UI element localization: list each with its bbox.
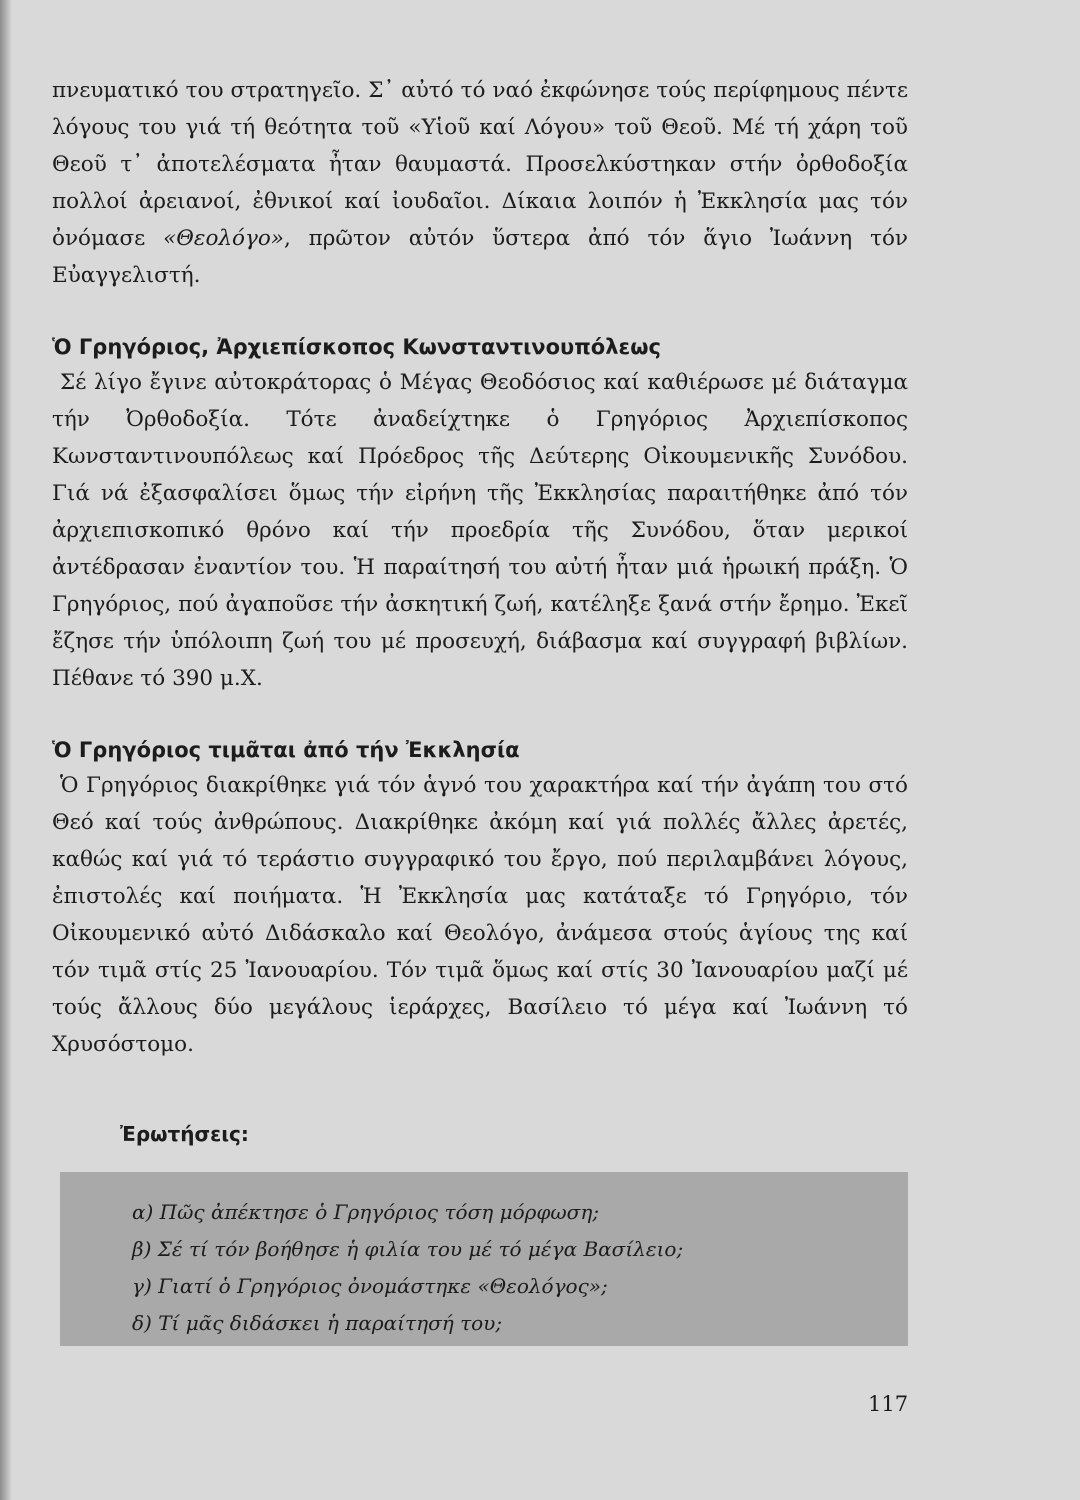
- intro-text-part1: πνευματικό του στρατηγεῖο. Σ᾿ αὐτό τό ναό ἐκφώνησε τούς περίφημους πέντε λόγους του γιά τή θεότητα τοῦ «Υἱοῦ καί Λόγου» τοῦ Θεοῦ. Μέ τή χάρη τοῦ Θεοῦ τ᾿ ἀποτελέσματα ἦταν θαυμαστά. Προσελκύστηκαν στήν ὀρθοδοξία πολλοί ἀρειανοί, ἐθνικοί καί ἰουδαῖοι. Δίκαια λοιπόν ἡ Ἐκκλησία μας τόν ὀνόμασε: [52, 78, 908, 251]
- questions-title: Ἐρωτήσεις:: [120, 1122, 249, 1146]
- question-item: δ) Τί μᾶς διδάσκει ἡ παραίτησή του;: [132, 1311, 503, 1335]
- section-heading-archbishop: Ὁ Γρηγόριος, Ἀρχιεπίσκοπος Κωνσταντινουπόλεως: [52, 335, 661, 359]
- page-body: [52, 72, 908, 1063]
- intro-text-part2: , πρῶτον αὐτόν ὕστερα ἀπό τόν ἅγιο Ἰωάννη τόν Εὐαγγελιστή.: [52, 226, 908, 288]
- page-edge-shadow: [0, 0, 12, 1500]
- question-item: β) Σέ τί τόν βοήθησε ἡ φιλία του μέ τό μέγα Βασίλειο;: [132, 1237, 684, 1261]
- questions-box: [60, 1172, 908, 1346]
- questions-list: [60, 1172, 908, 1342]
- page-number: 117: [868, 1392, 909, 1416]
- question-item: α) Πῶς ἀπέκτησε ὁ Γρηγόριος τόση μόρφωση;: [132, 1200, 600, 1224]
- section-paragraph-archbishop: Σέ λίγο ἔγινε αὐτοκράτορας ὁ Μέγας Θεοδόσιος καί καθιέρωσε μέ διάταγμα τήν Ὀρθοδοξία. Τότε ἀναδείχτηκε ὁ Γρηγόριος Ἀρχιεπίσκοπος Κωνσταντινουπόλεως καί Πρόεδρος τῆς Δεύτερης Οἰκουμενικῆς Συνόδου. Γιά νά ἐξασφαλίσει ὅμως τήν εἰρήνη τῆς Ἐκκλησίας παραιτήθηκε ἀπό τόν ἀρχιεπισκοπικό θρόνο καί τήν προεδρία τῆς Συνόδου, ὅταν μερικοί ἀντέδρασαν ἐναντίον του. Ἡ παραίτησή του αὐτή ἦταν μιά ἡρωική πράξη. Ὁ Γρηγόριος, πού ἀγαποῦσε τήν ἀσκητική ζωή, κατέληξε ξανά στήν ἔρημο. Ἐκεῖ ἔζησε τήν ὑπόλοιπη ζωή του μέ προσευχή, διάβασμα καί συγγραφή βιβλίων. Πέθανε τό 390 μ.Χ.: [52, 370, 908, 691]
- section-heading-honored: Ὁ Γρηγόριος τιμᾶται ἀπό τήν Ἐκκλησία: [52, 738, 520, 762]
- section-paragraph-honored: Ὁ Γρηγόριος διακρίθηκε γιά τόν ἁγνό του χαρακτήρα καί τήν ἀγάπη του στό Θεό καί τούς ἀνθρώπους. Διακρίθηκε ἀκόμη καί γιά πολλές ἄλλες ἀρετές, καθώς καί γιά τό τεράστιο συγγραφικό του ἔργο, πού περιλαμβάνει λόγους, ἐπιστολές καί ποιήματα. Ἡ Ἐκκλησία μας κατάταξε τό Γρηγόριο, τόν Οἰκουμενικό αὐτό Διδάσκαλο καί Θεολόγο, ἀνάμεσα στούς ἁγίους της καί τόν τιμᾶ στίς 25 Ἰανουαρίου. Τόν τιμᾶ ὅμως καί στίς 30 Ἰανουαρίου μαζί μέ τούς ἄλλους δύο μεγάλους ἱεράρχες, Βασίλειο τό μέγα καί Ἰωάννη τό Χρυσόστομο.: [52, 773, 908, 1057]
- question-item: γ) Γιατί ὁ Γρηγόριος ὀνομάστηκε «Θεολόγος»;: [132, 1274, 608, 1298]
- intro-italic-theologos: «Θεολόγο»: [163, 226, 284, 251]
- intro-paragraph: [52, 72, 908, 294]
